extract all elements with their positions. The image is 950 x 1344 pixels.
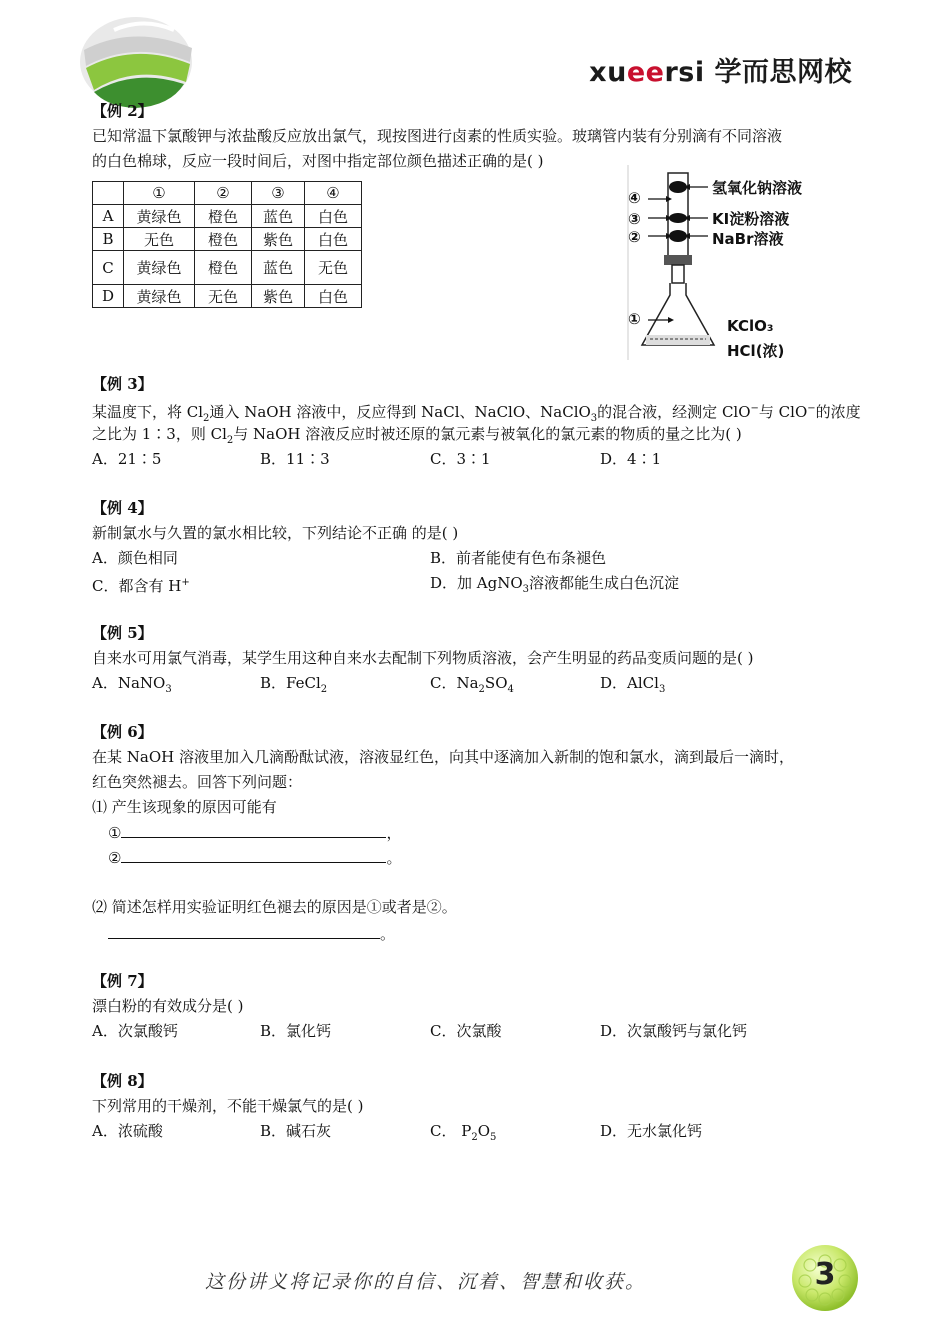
option-a: A．浓硫酸 — [92, 1122, 163, 1140]
table-cell: 无色 — [124, 228, 195, 251]
table-cell: 橙色 — [195, 228, 252, 251]
example-7-text: 漂白粉的有效成分是( ) — [92, 997, 244, 1015]
table-cell: ② — [195, 182, 252, 205]
example-8-heading: 【例 8】 — [92, 1072, 153, 1090]
example-5-heading: 【例 5】 — [92, 624, 153, 642]
table-row — [93, 251, 362, 285]
ki-starch-label: KI淀粉溶液 — [712, 210, 790, 228]
option-c: C． $P_2O_5$ — [430, 1122, 497, 1143]
example-6-text-line-1: 在某 NaOH 溶液里加入几滴酚酞试液，溶液显红色，向其中逐滴加入新制的饱和氯水，滴到最后一滴时， — [92, 748, 794, 766]
answer-blank-2: ② 。 — [108, 849, 402, 867]
logo-sphere-icon — [74, 12, 199, 112]
option-b: B．前者能使有色布条褪色 — [430, 549, 607, 567]
table-cell: ④ — [305, 182, 362, 205]
kclo3-label: KClO₃ — [727, 317, 774, 335]
table-cell: 白色 — [305, 228, 362, 251]
example-4-text: 新制氯水与久置的氯水相比较，下列结论不正确 的是( ) — [92, 524, 459, 542]
option-b: B．碱石灰 — [260, 1122, 332, 1140]
naoh-label: 氢氧化钠溶液 — [712, 179, 803, 197]
table-cell: 紫色 — [252, 285, 305, 308]
option-d: D．AlCl$_3$ — [600, 674, 666, 695]
example-2-heading: 【例 2】 — [92, 102, 153, 120]
example-5-text: 自来水可用氯气消毒，某学生用这种自来水去配制下列物质溶液，会产生明显的药品变质问题的是( ) — [92, 649, 754, 667]
table-cell: 白色 — [305, 285, 362, 308]
example-6-heading: 【例 6】 — [92, 723, 153, 741]
option-d: D．4∶1 — [600, 450, 662, 468]
option-c: C．3∶1 — [430, 450, 491, 468]
option-b: B．11∶3 — [260, 450, 330, 468]
table-row — [93, 205, 362, 228]
table-cell: 白色 — [305, 205, 362, 228]
option-d: D．次氯酸钙与氯化钙 — [600, 1022, 748, 1040]
example-7-heading: 【例 7】 — [92, 972, 153, 990]
table-row — [93, 228, 362, 251]
table-header-row — [93, 182, 362, 205]
table-cell: 无色 — [195, 285, 252, 308]
table-cell: ① — [124, 182, 195, 205]
option-b: B．氯化钙 — [260, 1022, 332, 1040]
example-3-heading: 【例 3】 — [92, 375, 153, 393]
answer-blank-1: ① ， — [108, 824, 402, 842]
example-2-text-line-2: 的白色棉球，反应一段时间后，对图中指定部位颜色描述正确的是( ) — [92, 152, 544, 170]
page-number: 3 — [814, 1257, 836, 1292]
nabr-label: NaBr溶液 — [712, 230, 784, 248]
option-b: B．FeCl$_2$ — [260, 674, 328, 695]
footer-motto: 这份讲义将记录你的自信、沉着、智慧和收获。 — [205, 1271, 647, 1293]
option-d: D．无水氯化钙 — [600, 1122, 703, 1140]
position-3-label: ③ — [628, 210, 641, 228]
option-c: C．次氯酸 — [430, 1022, 502, 1040]
example-3-text-line-1: 某温度下，将 $Cl_2$通入 NaOH 溶液中，反应得到 NaCl、NaClO、NaClO$_3$的混合液，经测定 ClO−与 ClO−的浓度 — [92, 403, 861, 424]
hcl-label: HCl(浓) — [727, 342, 785, 360]
example-8-text: 下列常用的干燥剂，不能干燥氯气的是( ) — [92, 1097, 364, 1115]
table-cell: 无色 — [305, 251, 362, 285]
table-cell: B — [93, 228, 124, 251]
table-cell: 黄绿色 — [124, 285, 195, 308]
question-2: ⑵ 简述怎样用实验证明红色褪去的原因是①或者是②。 — [92, 898, 457, 916]
option-a: A．21∶5 — [92, 450, 162, 468]
table-cell: 蓝色 — [252, 205, 305, 228]
option-c: C．都含有 H+ — [92, 577, 190, 595]
answer-blank-3: 。 — [108, 924, 395, 944]
table-cell: 紫色 — [252, 228, 305, 251]
example-6-text-line-2: 红色突然褪去。回答下列问题： — [92, 773, 303, 791]
table-cell: C — [93, 251, 124, 285]
example-2-text-line-1: 已知常温下氯酸钾与浓盐酸反应放出氯气，现按图进行卤素的性质实验。玻璃管内装有分别滴有不同溶液 — [92, 127, 783, 145]
table-cell: ③ — [252, 182, 305, 205]
table-cell: 橙色 — [195, 205, 252, 228]
table-cell: 黄绿色 — [124, 251, 195, 285]
color-table — [92, 181, 362, 308]
option-d: D．加 AgNO$_3$溶液都能生成白色沉淀 — [430, 574, 680, 595]
page-number-badge — [790, 1243, 860, 1313]
option-a: A．颜色相同 — [92, 549, 178, 567]
brand-logo-text: xueersi 学而思网校 — [589, 57, 852, 88]
table-row — [93, 285, 362, 308]
question-1: ⑴ 产生该现象的原因可能有 — [92, 798, 277, 816]
option-a: A．次氯酸钙 — [92, 1022, 178, 1040]
option-c: C．$Na_2SO_4$ — [430, 674, 514, 695]
option-a: A．NaNO$_3$ — [92, 674, 172, 695]
table-cell: 黄绿色 — [124, 205, 195, 228]
table-cell — [93, 182, 124, 205]
position-4-label: ④ — [628, 189, 641, 207]
example-4-heading: 【例 4】 — [92, 499, 153, 517]
position-2-label: ② — [628, 228, 641, 246]
position-1-label: ① — [628, 310, 641, 328]
table-cell: 橙色 — [195, 251, 252, 285]
example-3-text-line-2: 之比为 1∶3，则 $Cl_2$与 NaOH 溶液反应时被还原的氯元素与被氧化的氯元素的物质的量之比为( ) — [92, 425, 742, 446]
table-cell: D — [93, 285, 124, 308]
table-cell: A — [93, 205, 124, 228]
table-cell: 蓝色 — [252, 251, 305, 285]
